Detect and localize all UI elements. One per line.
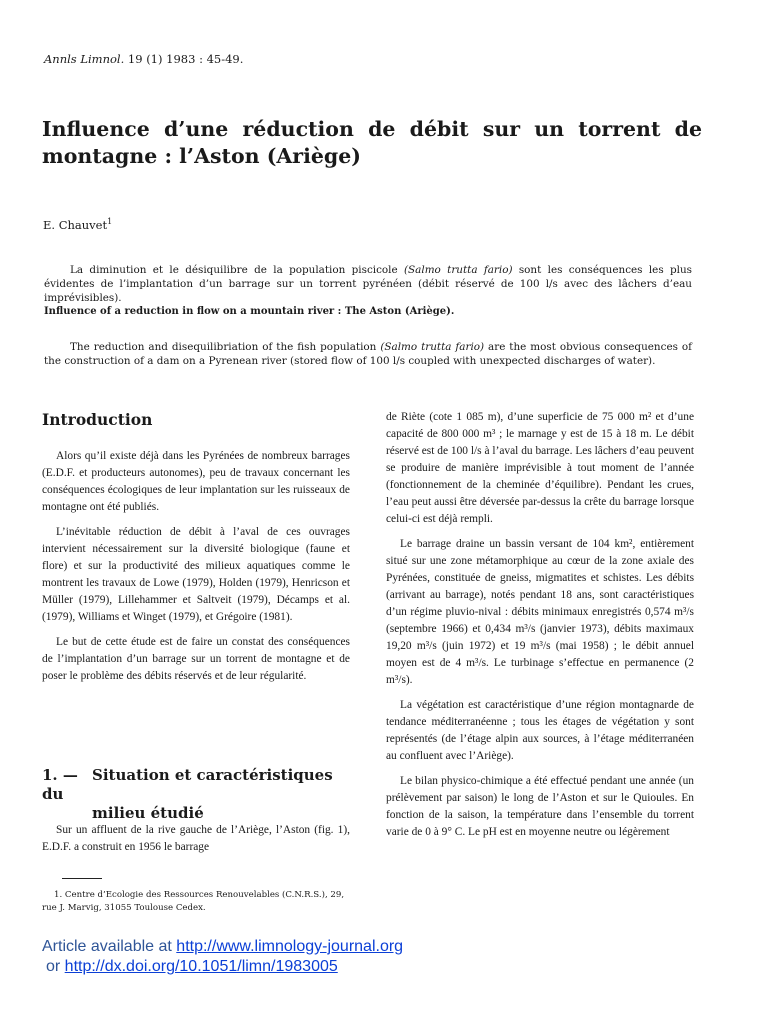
doi-link[interactable]: http://dx.doi.org/10.1051/limn/1983005 <box>64 958 338 975</box>
availability-or: or <box>46 958 65 975</box>
journal-citation <box>44 52 243 66</box>
section-1-heading <box>42 766 354 823</box>
section-title-line-2: milieu étudié <box>92 804 204 822</box>
right-paragraph-1: de Riète (cote 1 085 m), d’une superficie de 75 000 m² et d’une capacité de 800 000 m³ ; le marnage y est de 15 à 18 m. Le débit réservé est de 100 l/s à l’aval du barrage. Les lâchers d’eau peuvent se produire de manière imprévisible à tout moment de l’année (fonctionnement de la cheminée d’équilibre). Pendant les crues, l’eau peut aussi être déversée par-dessus la crête du barrage lorsque celui-ci est déjà rempli. <box>386 411 694 525</box>
intro-paragraph-2: L’inévitable réduction de débit à l’aval de ces ouvrages intervient nécessairement sur la diversité biologique (faune et flore) et sur la productivité des milieux aquatiques comme le montrent les travaux de Lowe (1979), Holden (1979), Henricson et Müller (1979), Lillehammer et Saltveit (1979), Décamps et al. (1979), Williams et Winget (1979), et Grégoire (1981). <box>42 526 350 623</box>
abstract-fr-text: La diminution et le désiquilibre de la population piscicole <box>70 264 404 276</box>
abstract-english <box>44 340 692 368</box>
abstract-en-species: (Salmo trutta fario) <box>380 341 485 353</box>
intro-paragraph-3: Le but de cette étude est de faire un constat des conséquences de l’implantation d’un barrage sur un torrent de montagne et de poser le problème des débits réservés et de leur régularité. <box>42 636 350 682</box>
journal-link[interactable]: http://www.limnology-journal.org <box>176 938 404 955</box>
section-title-line-1: Situation et caractéristiques du <box>42 766 333 803</box>
availability-line-1 <box>42 937 403 957</box>
author-line <box>43 217 112 232</box>
left-column <box>42 448 350 693</box>
abstract-english-title: Influence of a reduction in flow on a mountain river : The Aston (Ariège). <box>44 306 455 317</box>
right-paragraph-3: La végétation est caractéristique d’une région montagnarde de tendance méditerranéenne ; tous les étages de végétation y sont représentés (de l’étage alpin aux sources, à l’étage méditerranéen au confluent avec l’Ariège). <box>386 699 694 762</box>
availability-notice <box>42 937 403 977</box>
journal-name: Annls Limnol. <box>44 52 125 66</box>
availability-prefix: Article available at <box>42 938 177 955</box>
availability-line-2 <box>42 957 403 977</box>
section-1-paragraph-1: Sur un affluent de la rive gauche de l’Ariège, l’Aston (fig. 1), E.D.F. a construit en 1956 le barrage <box>42 824 350 853</box>
journal-issue: 19 (1) 1983 : 45-49. <box>127 52 244 66</box>
section-1-body <box>42 822 350 864</box>
article-title: Influence d’une réduction de débit sur un torrent de montagne : l’Aston (Ariège) <box>42 117 702 168</box>
section-number: 1. — <box>42 766 78 784</box>
footnote-divider <box>62 878 102 879</box>
footnote: 1. Centre d’Ecologie des Ressources Renouvelables (C.N.R.S.), 29, rue J. Marvig, 31055 Toulouse Cedex. <box>42 890 345 913</box>
abstract-en-text-end: are the most obvious consequences of the construction of a dam on a Pyrenean river (stored flow of 100 l/s coupled with unexpected discharges of water). <box>44 341 692 367</box>
abstract-fr-species: (Salmo trutta fario) <box>404 264 513 276</box>
abstract-french <box>44 263 692 305</box>
abstract-en-text: The reduction and disequilibriation of the fish population <box>70 341 381 353</box>
right-column <box>386 409 694 849</box>
intro-paragraph-1: Alors qu’il existe déjà dans les Pyrénées de nombreux barrages (E.D.F. et producteurs autonomes), peu de travaux concernant les conséquences écologiques de leur implantation sur les ruisseaux de montagne ont été publiés. <box>42 450 350 513</box>
author-footnote-mark: 1 <box>107 217 113 226</box>
introduction-heading: Introduction <box>42 410 153 429</box>
author-name: E. Chauvet <box>43 217 108 232</box>
right-paragraph-2: Le barrage draine un bassin versant de 104 km², entièrement situé sur une zone métamorphique au cœur de la zone axiale des Pyrénées, constituée de gneiss, migmatites et schistes. Les débits (arrivant au barrage), notés pendant 18 ans, sont caractéristiques d’un régime pluvio-nival : débits minimaux enregistrés 0,574 m³/s (septembre 1966) et 0,434 m³/s (janvier 1973), débits maximaux 19,20 m³/s (juin 1972) et 19 m³/s (mai 1958) ; le débit annuel moyen est de 4 m³/s. Le turbinage s’effectue en permanence (2 m³/s). <box>386 538 694 686</box>
abstract-fr-text-end: sont les conséquences les plus évidentes de l’implantation d’un barrage sur un torrent pyrénéen (débit réservé de 100 l/s avec des lâchers d’eau imprévisibles). <box>44 264 692 304</box>
right-paragraph-4: Le bilan physico-chimique a été effectué pendant une année (un prélèvement par saison) le long de l’Aston et sur le Quioules. En fonction de la saison, la température dans l’ensemble du torrent varie de 0 à 9° C. Le pH est en moyenne neutre ou légèrement <box>386 775 694 838</box>
